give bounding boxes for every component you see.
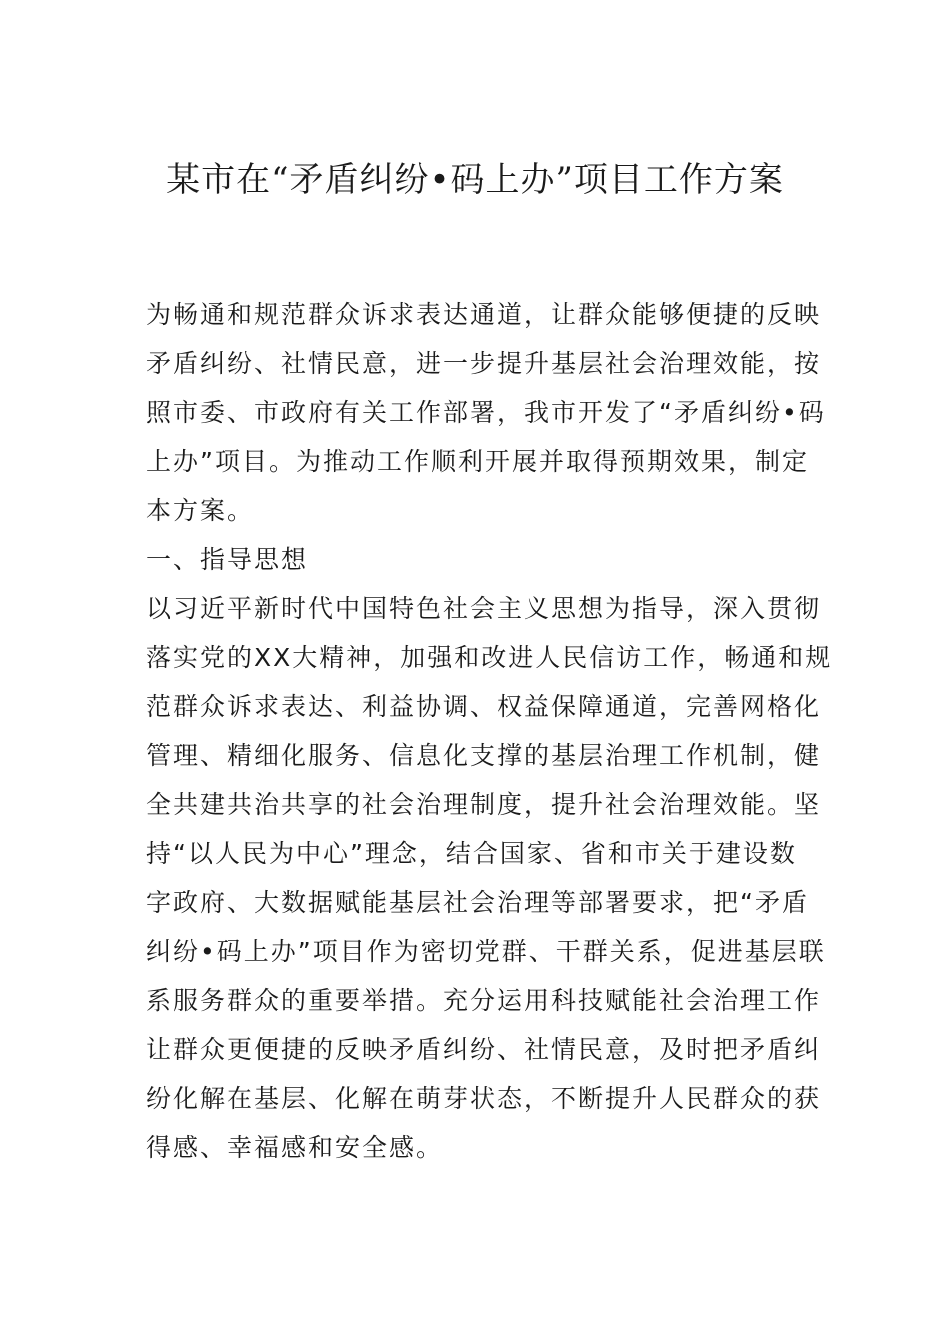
section-heading	[146, 535, 806, 584]
text-line: 纷化解在基层、化解在萌芽状态，不断提升人民群众的获	[146, 1084, 822, 1113]
text-line: 得感、幸福感和安全感。	[146, 1133, 444, 1162]
text-line: 持“以人民为中心”理念，结合国家、省和市关于建设数	[146, 839, 797, 868]
text-line: 为畅通和规范群众诉求表达通道，让群众能够便捷的反映	[146, 300, 822, 329]
section-1-paragraph	[146, 584, 833, 1172]
text-line: 范群众诉求表达、利益协调、权益保障通道，完善网格化	[146, 692, 822, 721]
text-line: 上办”项目。为推动工作顺利开展并取得预期效果，制定	[146, 447, 809, 476]
text-line: 以习近平新时代中国特色社会主义思想为指导，深入贯彻	[146, 594, 822, 623]
text-line: 落实党的XX大精神，加强和改进人民信访工作，畅通和规	[146, 643, 833, 672]
text-line: 管理、精细化服务、信息化支撑的基层治理工作机制，健	[146, 741, 822, 770]
text-line: 系服务群众的重要举措。充分运用科技赋能社会治理工作	[146, 986, 822, 1015]
document-title: 某市在“矛盾纠纷•码上办”项目工作方案	[166, 160, 784, 200]
text-line: 全共建共治共享的社会治理制度，提升社会治理效能。坚	[146, 790, 822, 819]
intro-paragraph	[146, 290, 826, 535]
text-line: 本方案。	[146, 496, 255, 525]
document-body	[146, 290, 833, 1172]
text-line: 照市委、市政府有关工作部署，我市开发了“矛盾纠纷•码	[146, 398, 826, 427]
section-1-heading: 一、指导思想	[146, 545, 309, 574]
text-line: 字政府、大数据赋能基层社会治理等部署要求，把“矛盾	[146, 888, 809, 917]
text-line: 矛盾纠纷、社情民意，进一步提升基层社会治理效能，按	[146, 349, 822, 378]
text-line: 让群众更便捷的反映矛盾纠纷、社情民意，及时把矛盾纠	[146, 1035, 822, 1064]
text-line: 纠纷•码上办”项目作为密切党群、干群关系，促进基层联	[146, 937, 826, 966]
